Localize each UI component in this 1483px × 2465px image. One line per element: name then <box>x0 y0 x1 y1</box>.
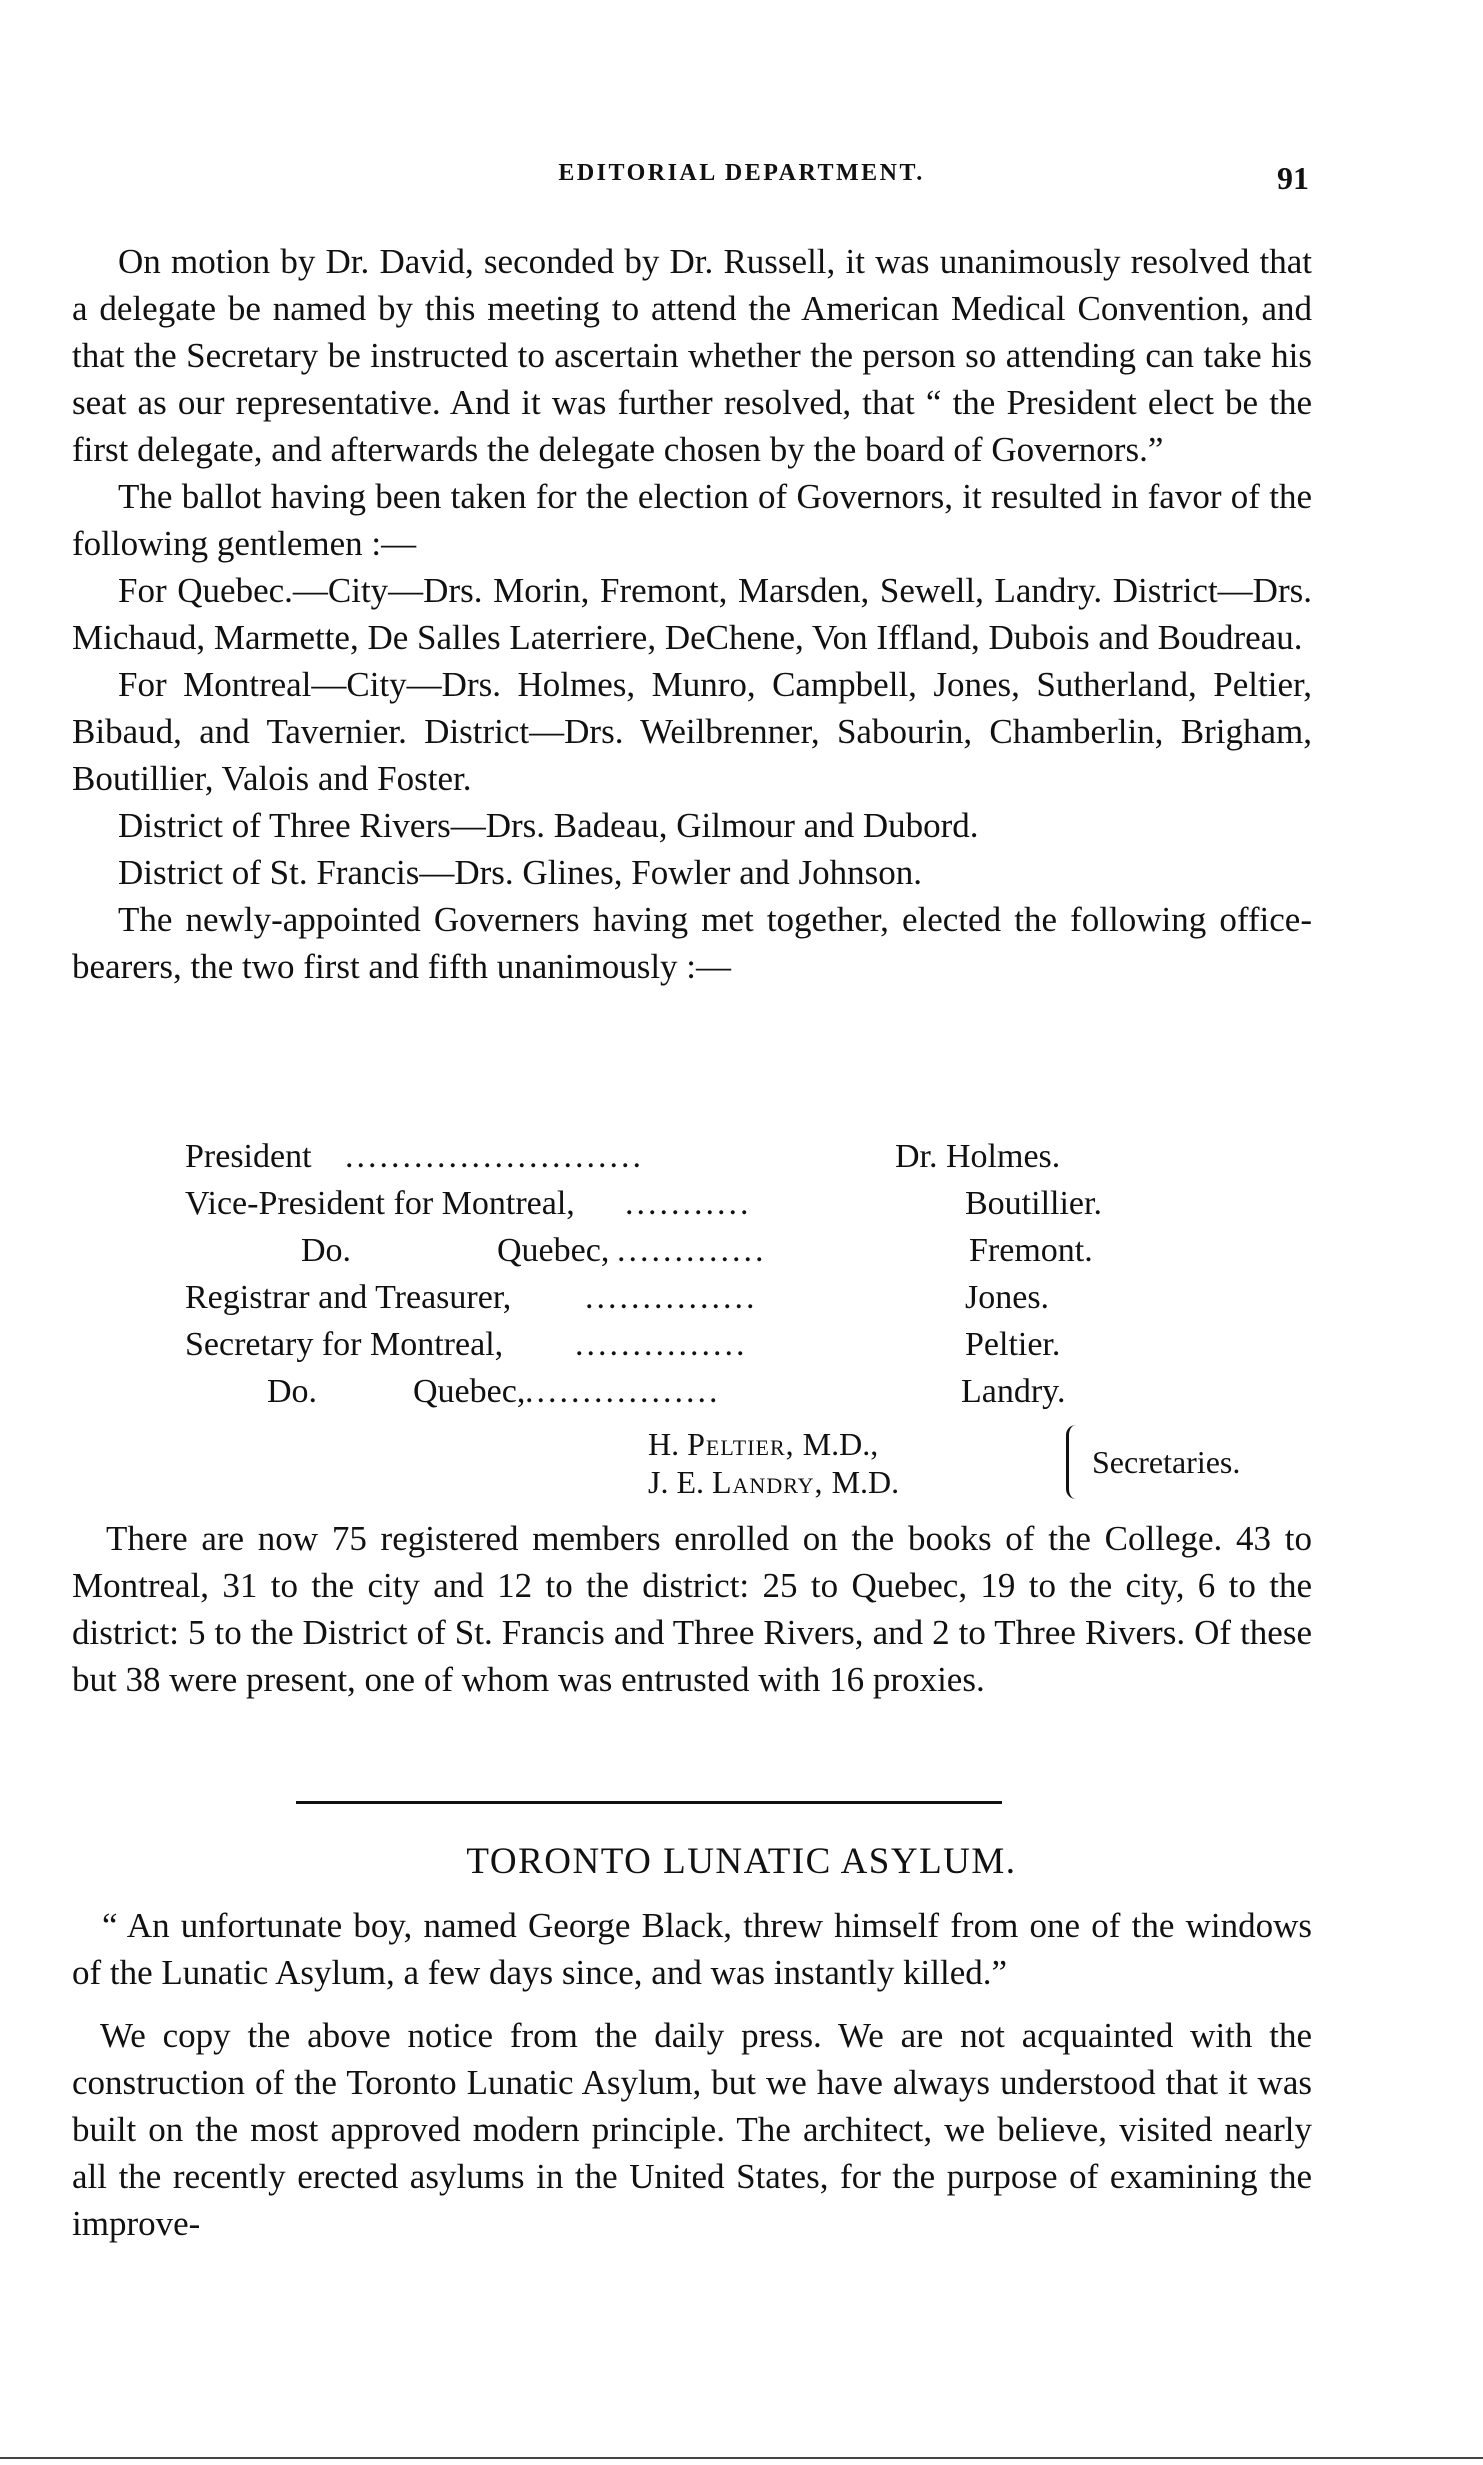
signer-landry <box>648 1463 899 1501</box>
paragraph-quebec: For Quebec.—City—Drs. Morin, Fremont, Marsden, Sewell, Landry. District—Drs. Michaud, Marmette, De Salles Laterriere, DeChene, Von Iffland, Dubois and Boudreau. <box>72 571 1312 657</box>
section-title: TORONTO LUNATIC ASYLUM. <box>466 1841 1017 1882</box>
paragraph-st-francis: District of St. Francis—Drs. Glines, Fowler and Johnson. <box>118 853 922 892</box>
officer-row <box>185 1321 1185 1368</box>
officer-subtitle: Quebec, <box>413 1373 526 1410</box>
asylum-article <box>72 1902 1312 2247</box>
paragraph-ballot: The ballot having been taken for the election of Governors, it resulted in favor of the following gentlemen :— <box>72 477 1312 563</box>
officer-name: Boutillier. <box>965 1185 1102 1222</box>
signer-surname: Landry, <box>712 1464 824 1500</box>
officer-title: Do. <box>301 1232 352 1269</box>
dot-leader: ............... <box>585 1279 758 1316</box>
signer-initials: H. <box>648 1426 680 1462</box>
page-edge-line <box>0 2457 1483 2459</box>
paragraph-commentary: We copy the above notice from the daily press. We are not acquainted with the construction of the Toronto Lunatic Asylum, but we have always understood that it was built on the most approved modern principle. The architect, we believe, visited nearly all the recently erected asylums in the United States, for the purpose of examining the improve- <box>72 2016 1312 2243</box>
running-head <box>0 160 1483 200</box>
dot-leader: ............... <box>575 1326 748 1363</box>
page-number: 91 <box>1277 160 1309 196</box>
officer-title: Secretary for Montreal, <box>185 1326 504 1363</box>
paragraph-governors: The newly-appointed Governers having met together, elected the following office-bearers, the two first and fifth unanimously :— <box>72 900 1312 986</box>
officer-row <box>185 1133 1185 1180</box>
signer-peltier <box>648 1425 899 1463</box>
officer-name: Fremont. <box>969 1232 1093 1269</box>
dot-leader: ........... <box>625 1185 752 1222</box>
signer-suffix: M.D., <box>802 1426 879 1462</box>
officer-row <box>185 1274 1185 1321</box>
signer-surname: Peltier, <box>687 1426 795 1462</box>
officer-name: Dr. Holmes. <box>895 1138 1061 1175</box>
signature-block <box>648 1425 1241 1501</box>
running-head-title: EDITORIAL DEPARTMENT. <box>558 160 925 186</box>
officer-name: Landry. <box>961 1373 1066 1410</box>
members-section <box>72 1515 1312 1703</box>
quoted-notice: “ An unfortunate boy, named George Black, threw himself from one of the windows of the Lunatic Asylum, a few days since, and was instantly killed.” <box>72 1906 1312 1992</box>
paragraph-three-rivers: District of Three Rivers—Drs. Badeau, Gilmour and Dubord. <box>118 806 979 845</box>
officer-row <box>185 1227 1185 1274</box>
article-body <box>72 238 1312 990</box>
signer-suffix: M.D. <box>831 1464 900 1500</box>
paragraph-members: There are now 75 registered members enrolled on the books of the College. 43 to Montreal, 31 to the city and 12 to the district: 25 to Quebec, 19 to the city, 6 to the district: 5 to the District of St. Francis and Three Rivers, and 2 to Three Rivers. Of these but 38 were present, one of whom was entrusted with 16 proxies. <box>72 1519 1312 1699</box>
officer-list <box>185 1133 1185 1415</box>
section-divider <box>296 1801 1002 1804</box>
officer-title: Registrar and Treasurer, <box>185 1279 512 1316</box>
officer-subtitle: Quebec, <box>497 1232 610 1269</box>
paragraph-motion: On motion by Dr. David, seconded by Dr. Russell, it was unanimously resolved that a delegate be named by this meeting to attend the American Medical Convention, and that the Secretary be instructed to ascertain whether the person so attending can take his seat as our representative. And it was further resolved, that “ the President elect be the first delegate, and afterwards the delegate chosen by the board of Governors.” <box>72 242 1312 469</box>
officer-title: Vice-President for Montreal, <box>185 1185 575 1222</box>
dot-leader: ................. <box>525 1373 721 1410</box>
officer-row <box>185 1180 1185 1227</box>
officer-name: Peltier. <box>965 1326 1061 1363</box>
officer-title: President <box>185 1138 312 1175</box>
dot-leader: ............. <box>617 1232 767 1269</box>
signers-role: Secretaries. <box>1092 1444 1241 1480</box>
paragraph-montreal: For Montreal—City—Drs. Holmes, Munro, Campbell, Jones, Sutherland, Peltier, Bibaud, and Tavernier. District—Drs. Weilbrenner, Sabourin, Chamberlin, Brigham, Boutillier, Valois and Foster. <box>72 665 1312 798</box>
dot-leader: .......................... <box>345 1138 644 1175</box>
officer-title: Do. <box>267 1373 318 1410</box>
officer-row <box>185 1368 1185 1415</box>
officer-name: Jones. <box>965 1279 1050 1316</box>
signer-initials: J. E. <box>648 1464 704 1500</box>
curly-brace-icon <box>1066 1425 1087 1499</box>
